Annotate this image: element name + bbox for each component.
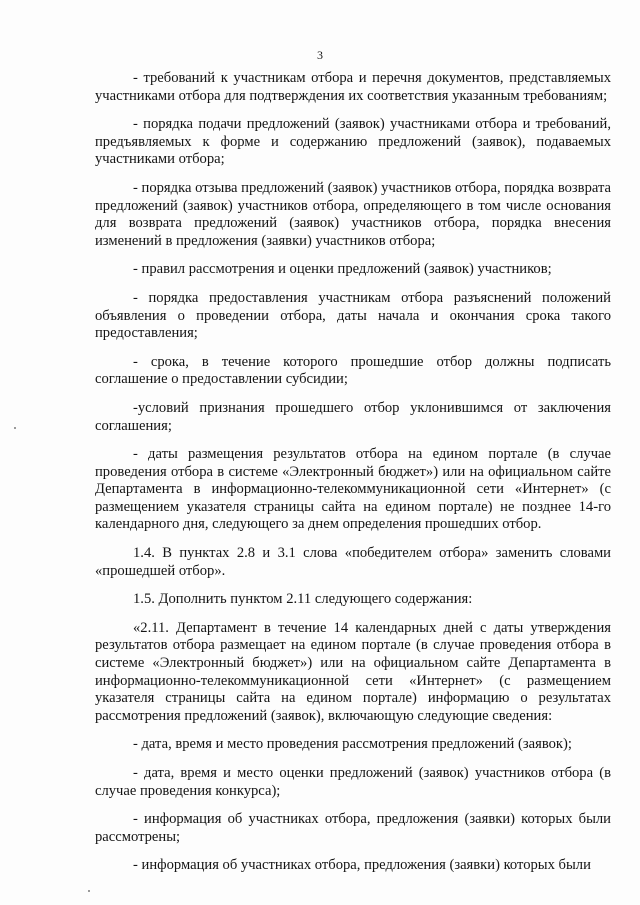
paragraph-reviewed-participants-item: - информация об участниках отбора, предложения (заявки) которых были рассмотрены;: [95, 811, 611, 845]
paragraph-clarification-procedure: - порядка предоставления участникам отбора разъяснений положений объявления о проведении отбора, даты начала и окончания срока такого предоставления;: [95, 289, 611, 342]
paragraph-evasion-conditions: -условий признания прошедшего отбор уклонившимся от заключения соглашения;: [95, 399, 611, 434]
paragraph-withdrawal-procedure: - порядка отзыва предложений (заявок) участников отбора, порядка возврата предложений (заявок) участников отбора, определяющего в том числе основания для возврата предложений (заявок) участников отбора, порядка внесения изменений в предложения (заявки) участников отбора;: [95, 179, 611, 249]
paragraph-submission-procedure: - порядка подачи предложений (заявок) участниками отбора и требований, предъявляемых к форме и содержанию предложений (заявок), подаваемых участниками отбора;: [95, 116, 611, 168]
paragraph-participants-item-continued: - информация об участниках отбора, предложения (заявки) которых были: [133, 857, 591, 874]
paragraph-clause-1-4: 1.4. В пунктах 2.8 и 3.1 слова «победителем отбора» заменить словами «прошедшей отбор».: [95, 545, 611, 579]
paragraph-signing-deadline: - срока, в течение которого прошедшие отбор должны подписать соглашение о предоставлении субсидии;: [95, 353, 611, 388]
scan-speck: [14, 427, 16, 429]
page-number: 3: [317, 48, 323, 62]
paragraph-requirements-list-item: - требований к участникам отбора и перечня документов, представляемых участниками отбора для подтверждения их соответствия указанным требованиям;: [95, 70, 611, 104]
paragraph-clause-2-11: «2.11. Департамент в течение 14 календарных дней с даты утверждения результатов отбора размещает на едином портале (в случае проведения отбора в системе «Электронный бюджет») или на официальном сайте Департамента в информационно-телекоммуникационной сети «Интернет» (с размещением указателя страницы сайта на едином портале) информацию о результатах рассмотрения предложений (заявок), включающую следующие сведения:: [95, 619, 611, 724]
paragraph-evaluation-date-item: - дата, время и место оценки предложений (заявок) участников отбора (в случае проведения конкурса);: [95, 765, 611, 799]
paragraph-review-rules: - правил рассмотрения и оценки предложений (заявок) участников;: [133, 261, 552, 278]
document-body: [95, 70, 611, 886]
paragraph-review-date-item: - дата, время и место проведения рассмотрения предложений (заявок);: [133, 736, 572, 753]
scan-speck: [88, 890, 90, 892]
paragraph-results-publication-date: - даты размещения результатов отбора на едином портале (в случае проведения отбора в системе «Электронный бюджет») или на официальном сайте Департамента в информационно-телекоммуникационной сети «Интернет» (с размещением указателя страницы сайта на едином портале) не позднее 14-го календарного дня, следующего за днем определения прошедших отбор.: [95, 446, 611, 533]
paragraph-clause-1-5: 1.5. Дополнить пунктом 2.11 следующего содержания:: [133, 591, 473, 608]
